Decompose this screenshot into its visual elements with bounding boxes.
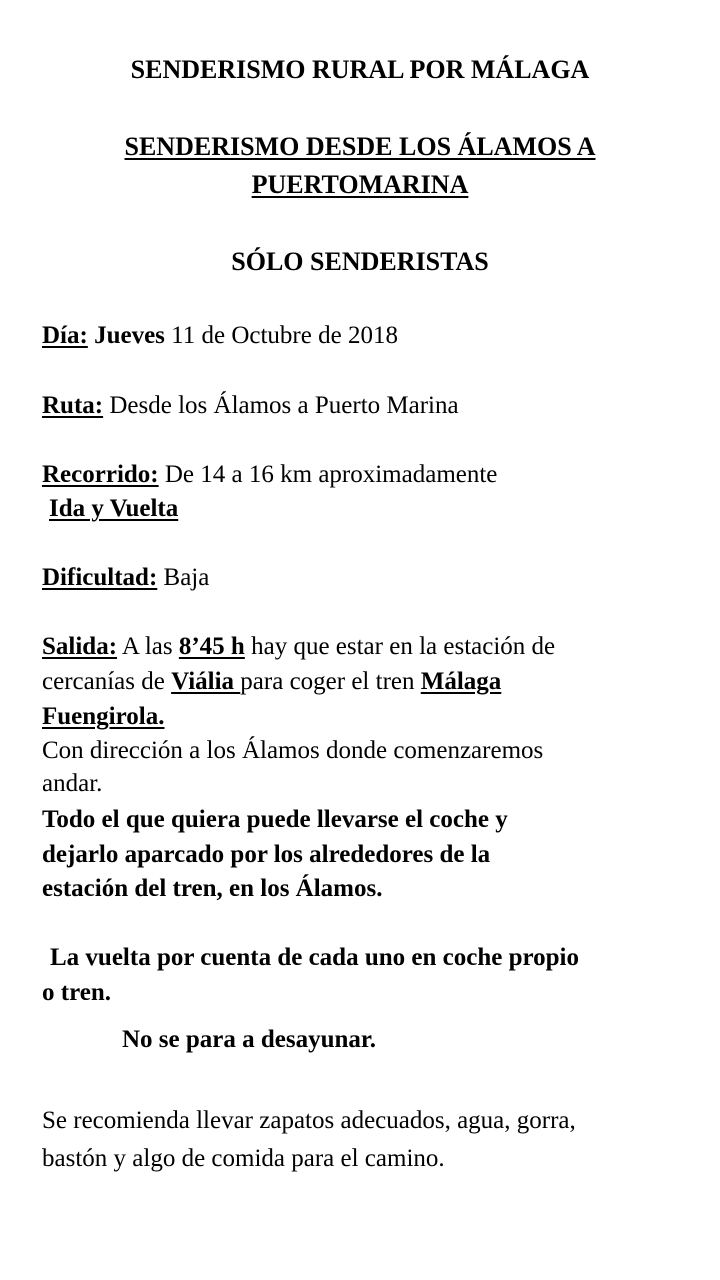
direction-line-1: Con dirección a los Álamos donde comenzaremos	[42, 737, 544, 764]
route-title-text-2: PUERTOMARINA	[251, 170, 469, 199]
dia-line	[42, 321, 398, 351]
dificultad-value: Baja	[157, 564, 210, 591]
audience-heading: SÓLO SENDERISTAS	[231, 247, 489, 276]
breakfast-note: No se para a desayunar.	[122, 1026, 376, 1053]
recommend-line-2: bastón y algo de comida para el camino.	[42, 1145, 445, 1172]
document-title: SENDERISMO RURAL POR MÁLAGA	[130, 55, 590, 84]
salida-train-2: Fuengirola.	[42, 703, 165, 730]
recorrido-value: De 14 a 16 km aproximadamente	[158, 461, 498, 488]
dia-weekday: Jueves	[94, 322, 165, 349]
dificultad-line	[42, 563, 209, 593]
recorrido-label: Recorrido:	[42, 461, 159, 488]
salida-time: 8’45 h	[178, 633, 245, 660]
ruta-label: Ruta:	[42, 392, 104, 419]
recorrido-note: Ida y Vuelta	[49, 495, 179, 522]
salida-line-1	[42, 632, 555, 662]
car-line-2: dejarlo aparcado por los alrededores de la	[42, 841, 491, 868]
salida-text-a: A las	[117, 633, 179, 660]
dificultad-label: Dificultad:	[42, 564, 158, 591]
route-title-text-1: SENDERISMO DESDE LOS ÁLAMOS A	[124, 132, 596, 161]
dia-label: Día:	[42, 322, 88, 349]
recorrido-line	[42, 460, 497, 490]
salida-text-c: cercanías de	[42, 668, 172, 695]
salida-text-b: hay que estar en la estación de	[244, 633, 556, 660]
route-title-line-1	[0, 132, 720, 162]
direction-line-2: andar.	[42, 770, 103, 797]
car-line-1: Todo el que quiera puede llevarse el coche y	[42, 806, 508, 833]
salida-line-2	[42, 667, 501, 697]
salida-label: Salida:	[42, 633, 118, 660]
salida-text-d: para coger el tren	[240, 668, 421, 695]
return-line-1: La vuelta por cuenta de cada uno en coche propio	[50, 944, 579, 971]
ruta-value: Desde los Álamos a Puerto Marina	[103, 392, 459, 419]
return-line-2: o tren.	[42, 979, 111, 1006]
salida-train-1: Málaga	[420, 668, 502, 695]
recorrido-note-line	[49, 494, 178, 524]
dia-date: 11 de Octubre de 2018	[164, 322, 398, 349]
recommend-line-1: Se recomienda llevar zapatos adecuados, agua, gorra,	[42, 1107, 576, 1134]
route-title-line-2	[0, 170, 720, 200]
ruta-line	[42, 391, 459, 421]
salida-station: Viália	[171, 668, 241, 695]
car-line-3: estación del tren, en los Álamos.	[42, 875, 383, 902]
salida-line-3	[42, 702, 164, 732]
